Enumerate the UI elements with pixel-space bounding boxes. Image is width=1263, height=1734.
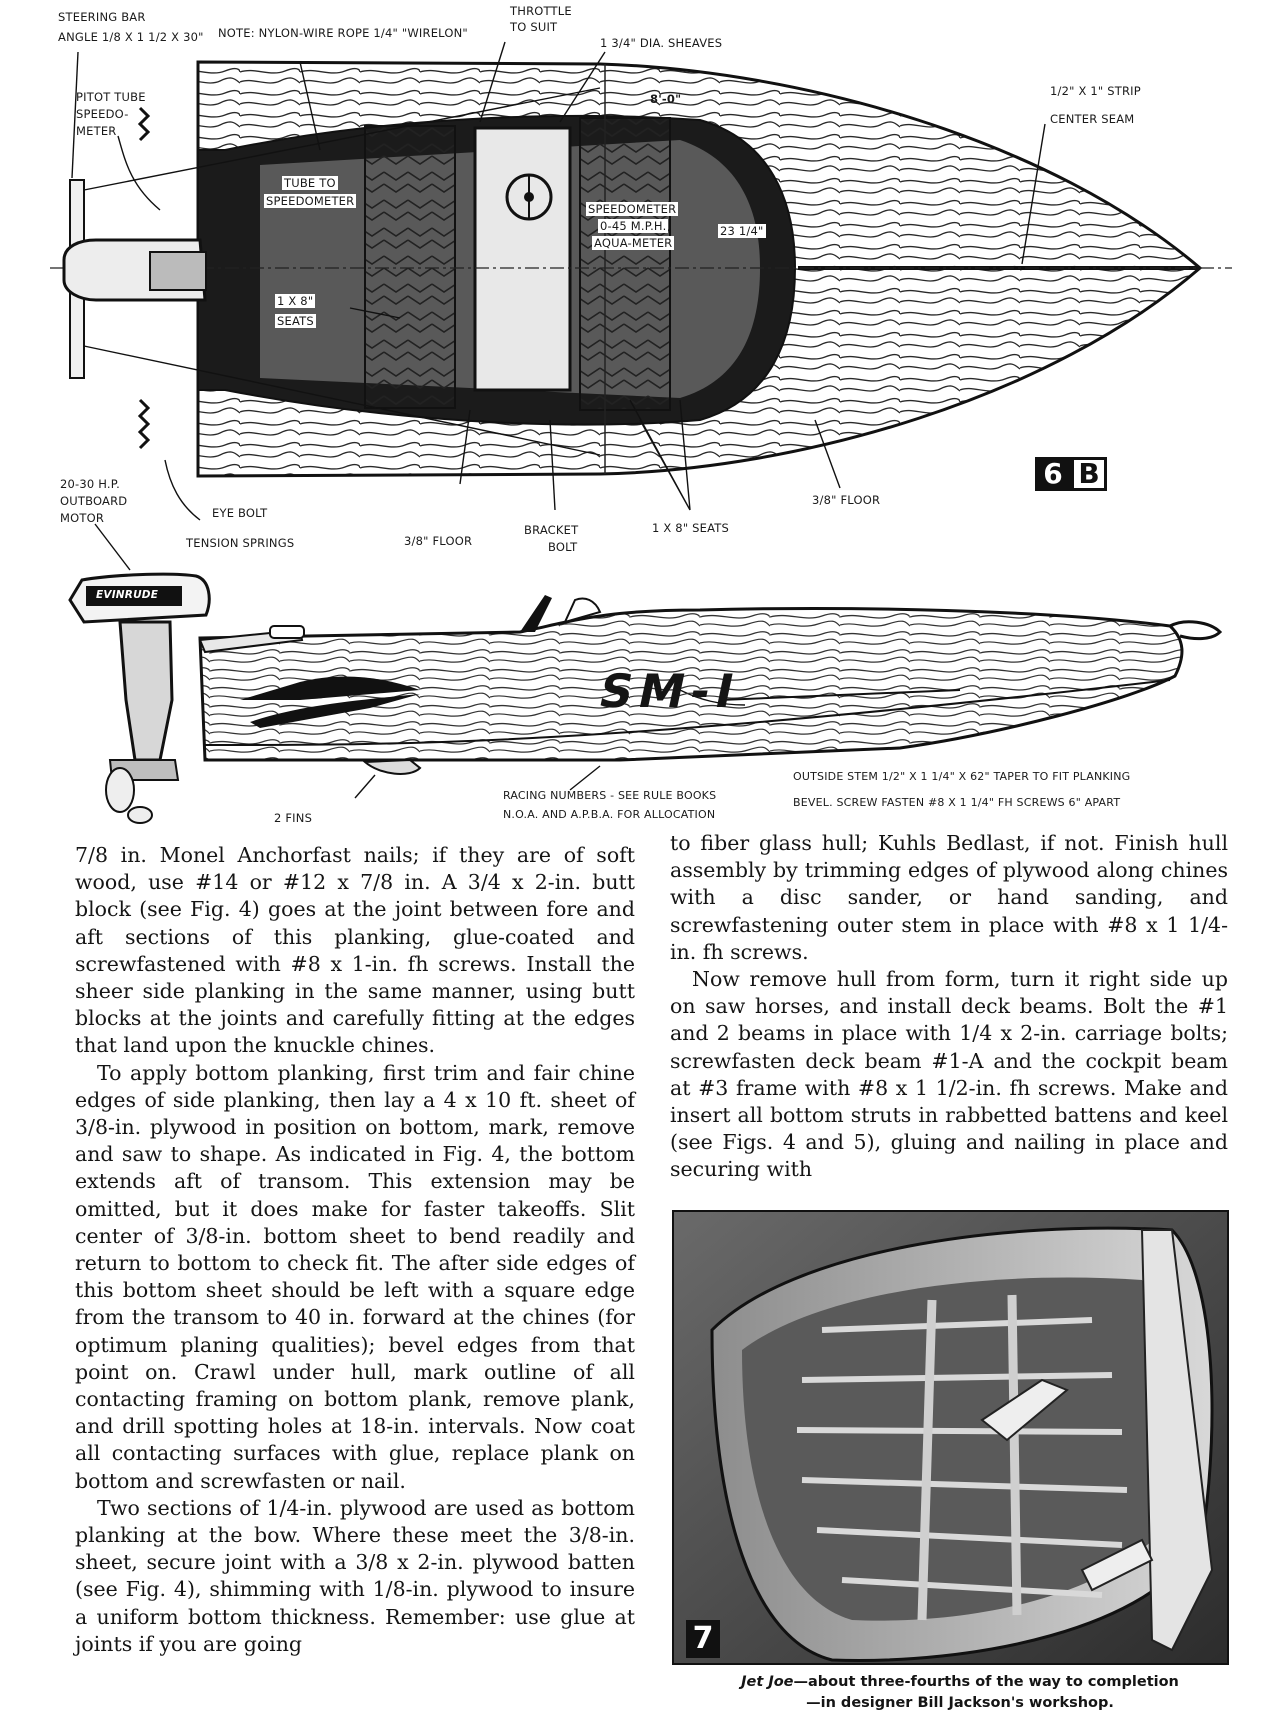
label-floor-a: 3/8" FLOOR [404, 534, 473, 548]
label-pitot: PITOT TUBE [76, 90, 146, 104]
label-bracket-bolt: BOLT [548, 540, 578, 554]
label-pitot-meter: METER [76, 124, 117, 138]
label-dim-23: 23 1/4" [720, 224, 764, 238]
label-steering-bar: STEERING BAR [58, 10, 146, 24]
label-aqua-meter: AQUA-METER [594, 236, 673, 250]
label-eye-bolt: EYE BOLT [212, 506, 268, 520]
figure-badge-number: 6 [1035, 457, 1071, 491]
hull-number: SM-I [594, 664, 745, 718]
caption-line2: —in designer Bill Jackson's workshop. [806, 1695, 1114, 1711]
label-length: 8'-0" [650, 92, 682, 106]
label-outside-stem: OUTSIDE STEM 1/2" X 1 1/4" X 62" TAPER TO FIT PLANKING [793, 770, 1131, 783]
caption-line1: —about three-fourths of the way to completion [793, 1674, 1179, 1690]
label-seats-b: 1 X 8" SEATS [652, 521, 730, 535]
paragraph: Now remove hull from form, turn it right side up on saw horses, and install deck beams. Bolt the #1 and 2 beams in place with 1/4 x 2-in. carriage bolts; screwfasten deck beam #1-A and the cockpit beam at #3 frame with #8 x 1 1/2-in. fh screws. Make and insert all bottom struts in rabbetted battens and keel (see Figs. 4 and 5), gluing and nailing in place and securing with [670, 967, 1228, 1182]
label-fins: 2 FINS [274, 811, 313, 825]
label-speedometer: SPEEDOMETER [588, 202, 677, 216]
caption-title: Jet Joe [741, 1674, 794, 1690]
article-right-column [670, 830, 1228, 1184]
motor-brand: EVINRUDE [96, 589, 159, 601]
photo-caption [690, 1672, 1230, 1714]
label-sheaves: 1 3/4" DIA. SHEAVES [600, 36, 723, 50]
paragraph: to fiber glass hull; Kuhls Bedlast, if not. Finish hull assembly by trimming edges of plywood along chines with a disc sander, or hand sanding, and screwfastening outer stem in place with #8 x 1 1/4-in. fh screws. [670, 831, 1228, 964]
label-motor-hp: 20-30 H.P. [60, 477, 120, 491]
label-racing-allocation: N.O.A. AND A.P.B.A. FOR ALLOCATION [503, 808, 716, 821]
label-note-rope: NOTE: NYLON-WIRE ROPE 1/4" "WIRELON" [218, 26, 468, 40]
label-strip: 1/2" X 1" STRIP [1050, 84, 1141, 98]
label-center-seam: CENTER SEAM [1050, 112, 1135, 126]
label-motor: MOTOR [60, 511, 105, 525]
photo-badge: 7 [686, 1620, 720, 1658]
label-bracket: BRACKET [524, 523, 579, 537]
label-speedo-range: 0-45 M.P.H. [600, 219, 667, 233]
paragraph: 7/8 in. Monel Anchorfast nails; if they are of soft wood, use #14 or #12 x 7/8 in. A 3/4 x 2-in. butt block (see Fig. 4) goes at the joint between fore and aft sections of this planking, glue-coated and screwfastened with #8 x 1-in. fh screws. Install the sheer side planking in the same manner, using butt blocks at the joints and carefully fitting at the edges that land upon the knuckle chines. [75, 843, 635, 1058]
label-steering-angle: ANGLE 1/8 X 1 1/2 X 30" [58, 30, 204, 44]
label-tube-speedometer: SPEEDOMETER [266, 194, 355, 208]
label-throttle: THROTTLE [510, 4, 572, 18]
label-seats: SEATS [277, 314, 314, 328]
label-tube-to: TUBE TO [284, 176, 336, 190]
label-tension-springs: TENSION SPRINGS [186, 536, 295, 550]
paragraph: To apply bottom planking, first trim and fair chine edges of side planking, then lay a 4 x 10 ft. sheet of 3/8-in. plywood in position on bottom, mark, remove and saw to shape. As indicated in Fig. 4, the bottom extends aft of transom. This extension may be omitted, but it does make for faster takeoffs. Slit center of 3/8-in. bottom sheet to bend readily and return to bottom to check fit. The after side edges of this bottom sheet should be left with a square edge from the transom to 40 in. forward at the chines (for optimum planing qualities); bevel edges from that point on. Crawl under hull, mark outline of all contacting framing on bottom plank, remove plank, and drill spotting holes at 18-in. intervals. Now coat all contacting surfaces with glue, replace plank on bottom and screwfasten or nail. [75, 1060, 635, 1493]
label-motor-outboard: OUTBOARD [60, 494, 128, 508]
figure-badge-letter: B [1071, 457, 1107, 491]
label-racing-numbers: RACING NUMBERS - SEE RULE BOOKS [503, 789, 717, 802]
paragraph: Two sections of 1/4-in. plywood are used as bottom planking at the bow. Where these meet the 3/8-in. sheet, secure joint with a 3/8 x 2-in. plywood batten (see Fig. 4), shimming with 1/8-in. plywood to insure a uniform bottom thickness. Remember: use glue at joints if you are going [75, 1495, 635, 1656]
label-floor-b: 3/8" FLOOR [812, 493, 881, 507]
label-throttle-suit: TO SUIT [510, 20, 558, 34]
label-stem-bevel: BEVEL. SCREW FASTEN #8 X 1 1/4" FH SCREWS 6" APART [793, 796, 1121, 809]
label-pitot-speedo: SPEEDO- [76, 107, 129, 121]
article-left-column [75, 842, 635, 1658]
label-seats-size: 1 X 8" [277, 294, 314, 308]
workshop-photo [672, 1210, 1229, 1665]
